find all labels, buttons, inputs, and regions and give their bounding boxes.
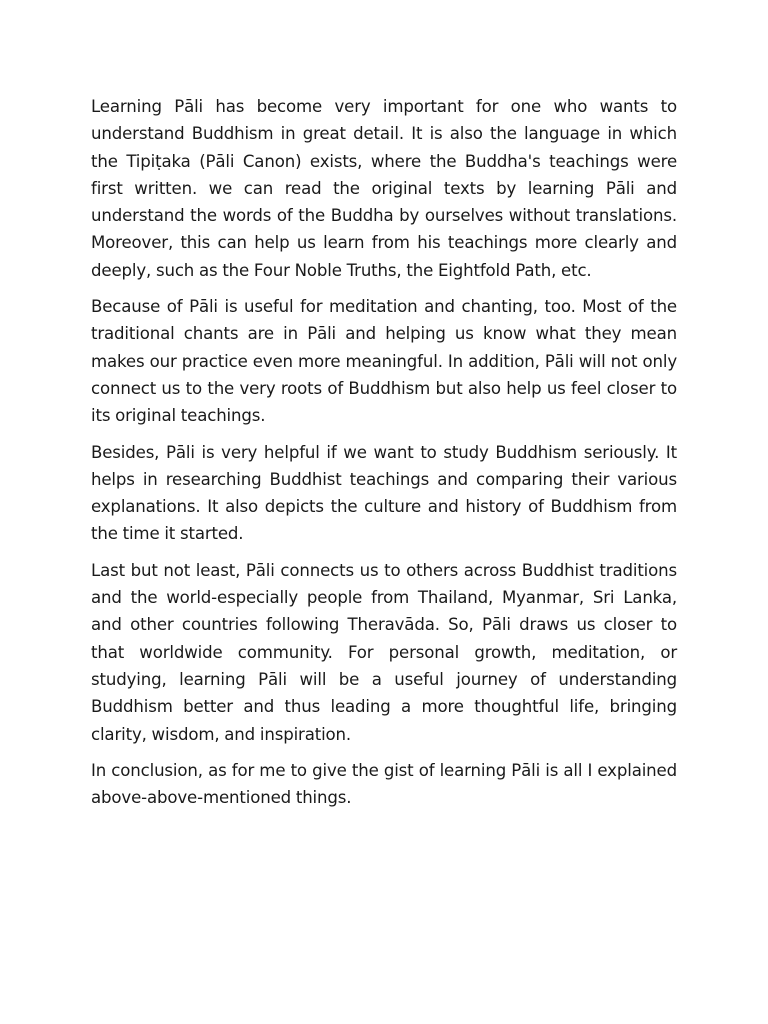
paragraph-2: Because of Pāli is useful for meditation and chanting, too. Most of the traditional chants are in Pāli and helping us know what they mean makes our practice even more meaningful. In addition, Pāli will not only connect us to the very roots of Buddhism but also help us feel closer to its original teachings. [91,297,677,426]
paragraph-1: Learning Pāli has become very important for one who wants to understand Buddhism in great detail. It is also the language in which the Tipiṭaka (Pāli Canon) exists, where the Buddha's teachings were first written. we can read the original texts by learning Pāli and understand the words of the Buddha by ourselves without translations. Moreover, this can help us learn from his teachings more clearly and deeply, such as the Four Noble Truths, the Eightfold Path, etc. [91,97,677,280]
paragraph-3: Besides, Pāli is very helpful if we want to study Buddhism seriously. It helps in researching Buddhist teachings and comparing their various explanations. It also depicts the culture and history of Buddhism from the time it started. [91,442,677,544]
paragraph-5: In conclusion, as for me to give the gist of learning Pāli is all I explained above-above-mentioned things. [91,760,677,808]
paragraph-4: Last but not least, Pāli connects us to others across Buddhist traditions and the world-especially people from Thailand, Myanmar, Sri Lanka, and other countries following Theravāda. So, Pāli draws us closer to that worldwide community. For personal growth, meditation, or studying, learning Pāli will be a useful journey of understanding Buddhism better and thus leading a more thoughtful life, bringing clarity, wisdom, and inspiration. [91,560,677,744]
document-body [91,93,677,820]
